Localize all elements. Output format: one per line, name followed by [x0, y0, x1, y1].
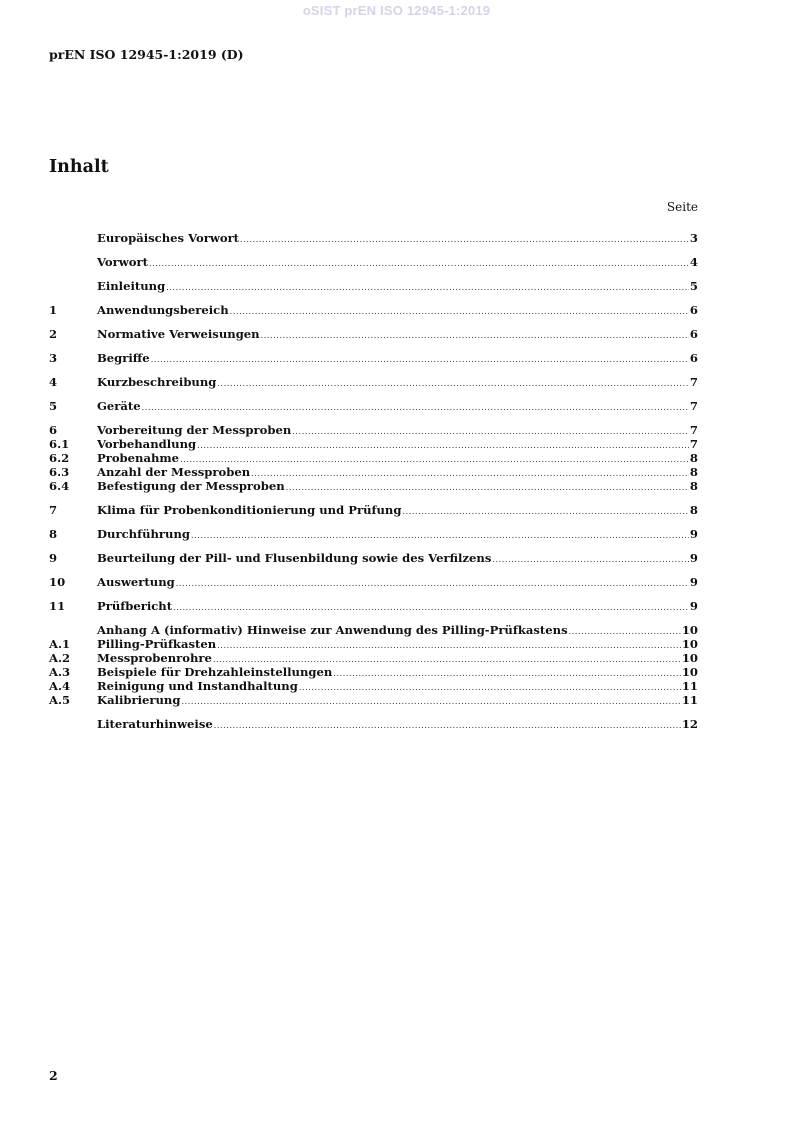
toc-entry-title: Messprobenrohre	[97, 651, 212, 665]
toc-entry-number: A.4	[49, 679, 71, 693]
toc-entry-title: Befestigung der Messproben	[97, 479, 285, 493]
toc-entry[interactable]	[49, 399, 698, 413]
toc-entry-page: 11	[681, 679, 698, 693]
dot-leader	[569, 625, 681, 639]
dot-leader	[191, 529, 689, 543]
page-column-label: Seite	[666, 200, 698, 214]
toc-entry-title: Anzahl der Messproben	[97, 465, 251, 479]
toc-entry-page: 6	[689, 327, 698, 341]
dot-leader	[173, 601, 689, 615]
toc-entry-title: Vorbereitung der Messproben	[97, 423, 292, 437]
dot-leader	[217, 377, 689, 391]
toc-entry-number: 6.2	[49, 451, 70, 465]
toc-entry-number: 7	[49, 503, 58, 517]
dot-leader	[149, 257, 689, 271]
toc-entry[interactable]	[49, 327, 698, 341]
toc-entry-number: 6.3	[49, 465, 70, 479]
dot-leader	[176, 577, 689, 591]
toc-entry-title: Einleitung	[97, 279, 166, 293]
toc-entry-page: 8	[689, 479, 698, 493]
toc-entry-title: Beurteilung der Pill- und Flusenbildung sowie des Verfilzens	[97, 551, 492, 565]
toc-entry[interactable]	[49, 451, 698, 465]
toc-entry-title: Durchführung	[97, 527, 190, 541]
page-number: 2	[49, 1068, 58, 1083]
toc-entry-number: A.1	[49, 637, 71, 651]
toc-entry[interactable]	[49, 637, 698, 651]
toc-entry[interactable]	[49, 575, 698, 589]
toc-entry[interactable]	[49, 679, 698, 693]
toc-entry[interactable]	[49, 665, 698, 679]
toc-entry-number: 5	[49, 399, 58, 413]
dot-leader	[299, 681, 681, 695]
toc-entry-number: 6.4	[49, 479, 70, 493]
toc-entry[interactable]	[49, 527, 698, 541]
toc-entry-number: 6.1	[49, 437, 70, 451]
toc-entry-page: 9	[689, 575, 698, 589]
toc-entry-title: Auswertung	[97, 575, 175, 589]
toc-entry[interactable]	[49, 437, 698, 451]
dot-leader	[286, 481, 689, 495]
dot-leader	[180, 453, 689, 467]
toc-entry-page: 8	[689, 465, 698, 479]
toc-entry-page: 12	[681, 717, 698, 731]
toc-entry-title: Kurzbeschreibung	[97, 375, 217, 389]
toc-entry-page: 6	[689, 351, 698, 365]
toc-entry-title: Pilling-Prüfkasten	[97, 637, 217, 651]
toc-entry-number: 6	[49, 423, 58, 437]
toc-entry-page: 9	[689, 551, 698, 565]
toc-entry-page: 9	[689, 527, 698, 541]
dot-leader	[261, 329, 689, 343]
toc-entry-title: Prüfbericht	[97, 599, 173, 613]
toc-entry-page: 8	[689, 451, 698, 465]
toc-entry-title: Anwendungsbereich	[97, 303, 229, 317]
toc-entry-number: 4	[49, 375, 58, 389]
toc-entry-title: Probenahme	[97, 451, 180, 465]
toc-entry-number: A.3	[49, 665, 71, 679]
dot-leader	[142, 401, 689, 415]
toc-entry-title: Reinigung und Instandhaltung	[97, 679, 298, 693]
dot-leader	[217, 639, 681, 653]
dot-leader	[292, 425, 689, 439]
toc-entry-title: Geräte	[97, 399, 141, 413]
toc-entry-page: 7	[689, 375, 698, 389]
table-of-contents	[49, 229, 698, 731]
toc-entry[interactable]	[49, 651, 698, 665]
dot-leader	[197, 439, 689, 453]
toc-entry-number: 9	[49, 551, 58, 565]
dot-leader	[240, 233, 689, 247]
toc-entry-title: Anhang A (informativ) Hinweise zur Anwendung des Pilling-Prüfkastens	[97, 623, 568, 637]
toc-entry-title: Europäisches Vorwort	[97, 231, 240, 245]
dot-leader	[181, 695, 680, 709]
toc-entry-page: 6	[689, 303, 698, 317]
toc-entry[interactable]	[49, 423, 698, 437]
toc-entry[interactable]	[49, 693, 698, 707]
toc-entry[interactable]	[49, 551, 698, 565]
toc-entry[interactable]	[49, 503, 698, 517]
watermark: oSIST prEN ISO 12945-1:2019	[302, 3, 491, 18]
toc-entry[interactable]	[49, 623, 698, 637]
dot-leader	[214, 719, 681, 733]
dot-leader	[251, 467, 689, 481]
toc-entry-page: 11	[681, 693, 698, 707]
toc-entry[interactable]	[49, 351, 698, 365]
toc-entry-page: 8	[689, 503, 698, 517]
toc-entry-number: A.2	[49, 651, 71, 665]
dot-leader	[151, 353, 689, 367]
toc-title: Inhalt	[49, 157, 109, 177]
dot-leader	[402, 505, 688, 519]
toc-entry-page: 10	[681, 623, 698, 637]
toc-entry[interactable]	[49, 303, 698, 317]
toc-entry-number: 3	[49, 351, 58, 365]
toc-entry-title: Literaturhinweise	[97, 717, 213, 731]
toc-entry-page: 3	[689, 231, 698, 245]
toc-entry-title: Vorwort	[97, 255, 148, 269]
dot-leader	[230, 305, 689, 319]
dot-leader	[333, 667, 681, 681]
toc-entry-page: 10	[681, 637, 698, 651]
toc-entry[interactable]	[49, 479, 698, 493]
toc-entry[interactable]	[49, 231, 698, 245]
toc-entry-title: Normative Verweisungen	[97, 327, 260, 341]
dot-leader	[166, 281, 689, 295]
toc-entry-page: 9	[689, 599, 698, 613]
toc-entry-number: 8	[49, 527, 58, 541]
toc-entry-page: 10	[681, 665, 698, 679]
toc-entry[interactable]	[49, 375, 698, 389]
toc-entry-page: 7	[689, 399, 698, 413]
toc-entry-page: 7	[689, 423, 698, 437]
toc-entry[interactable]	[49, 279, 698, 293]
toc-entry-page: 4	[689, 255, 698, 269]
toc-entry-page: 5	[689, 279, 698, 293]
toc-entry-title: Kalibrierung	[97, 693, 181, 707]
toc-entry-page: 10	[681, 651, 698, 665]
toc-entry-page: 7	[689, 437, 698, 451]
toc-entry-number: 2	[49, 327, 58, 341]
toc-entry[interactable]	[49, 717, 698, 731]
toc-entry[interactable]	[49, 255, 698, 269]
toc-entry-title: Begriffe	[97, 351, 150, 365]
toc-entry[interactable]	[49, 465, 698, 479]
toc-entry-number: 10	[49, 575, 66, 589]
document-header: prEN ISO 12945-1:2019 (D)	[49, 47, 244, 62]
toc-entry-number: A.5	[49, 693, 71, 707]
toc-entry-title: Beispiele für Drehzahleinstellungen	[97, 665, 333, 679]
toc-entry-number: 11	[49, 599, 66, 613]
dot-leader	[492, 553, 689, 567]
toc-entry-number: 1	[49, 303, 58, 317]
toc-entry[interactable]	[49, 599, 698, 613]
toc-entry-title: Klima für Probenkonditionierung und Prüfung	[97, 503, 402, 517]
toc-entry-title: Vorbehandlung	[97, 437, 197, 451]
